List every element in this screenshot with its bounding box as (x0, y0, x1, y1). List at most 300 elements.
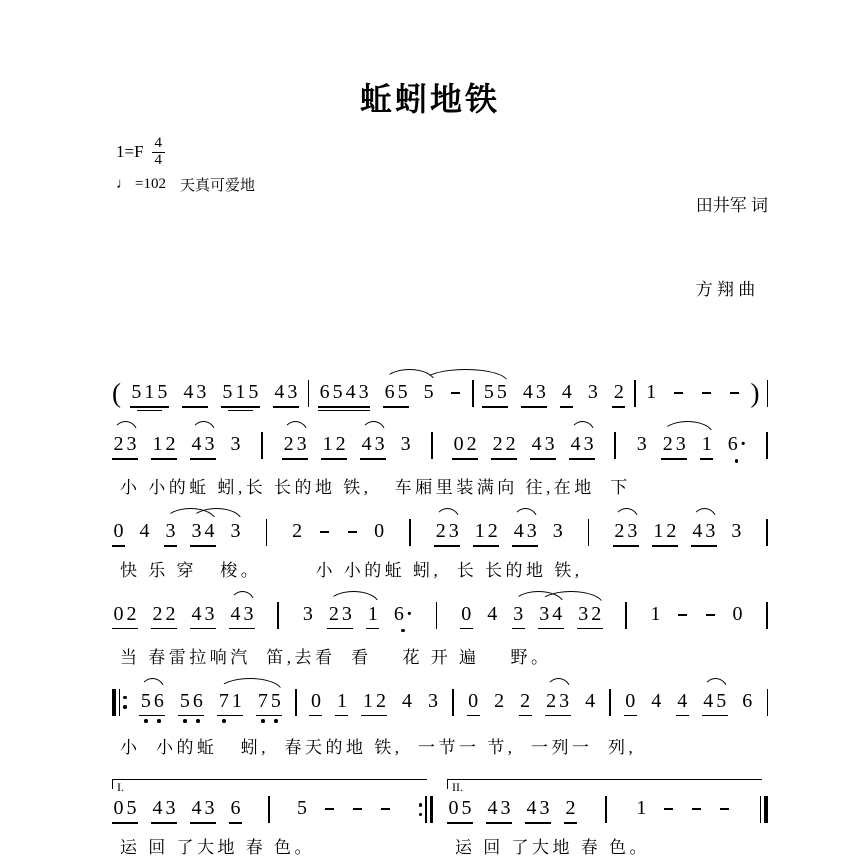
note-group (731, 602, 744, 626)
note-group (190, 519, 216, 547)
note-digit: 4 (183, 381, 194, 404)
note-digits (321, 432, 347, 456)
note-digit: 4 (561, 381, 572, 404)
note-group (530, 432, 556, 460)
note-digits (221, 380, 260, 404)
barline (605, 796, 607, 823)
barline (268, 796, 270, 823)
note-digits (229, 432, 242, 456)
decor (419, 803, 423, 807)
note-group (422, 380, 435, 404)
volta-bracket (447, 779, 762, 789)
note-digit: 1 (144, 381, 155, 404)
note-group (675, 602, 690, 626)
note-group (521, 380, 547, 408)
note-digit: 5 (179, 689, 190, 712)
beam-underline (612, 406, 625, 408)
measure (460, 602, 603, 630)
note-group (361, 689, 387, 717)
barline (266, 519, 268, 546)
beam-underline (676, 715, 689, 717)
beam-underline (229, 822, 242, 824)
note-digit: 2 (165, 433, 176, 456)
beam-underline-partial (228, 410, 254, 412)
note-digit: 1 (653, 520, 664, 543)
octave-dot-slot (230, 716, 243, 724)
note-digits (525, 796, 551, 820)
barline (409, 519, 411, 546)
measure (130, 380, 299, 411)
note-digit: 3 (427, 689, 438, 712)
beam-underline (335, 715, 348, 717)
note-group (321, 432, 347, 460)
note-digit: 5 (131, 381, 142, 404)
beam-underline (190, 458, 216, 460)
note-group (322, 796, 337, 820)
note-digits (345, 519, 360, 543)
note-digits (486, 796, 512, 820)
meta-row (116, 136, 768, 360)
note-digits (138, 519, 151, 543)
note-digit: 4 (204, 520, 215, 543)
repeat-dots (419, 796, 423, 823)
note-digits (447, 796, 473, 820)
octave-dot-slot (730, 456, 743, 464)
note-digit: 2 (283, 433, 294, 456)
note-digit: 4 (703, 689, 714, 712)
beam-underline (229, 628, 255, 630)
beam-underline-partial (137, 410, 163, 412)
note-digit: 2 (565, 797, 576, 820)
barline (766, 519, 768, 546)
note-digit: 4 (526, 797, 537, 820)
note-group (512, 602, 525, 630)
beam-underline (273, 406, 299, 408)
note-digit: 0 (625, 689, 636, 712)
note-digits (112, 519, 125, 543)
note-digit: 4 (570, 433, 581, 456)
note-group (229, 796, 242, 824)
symbol-paren-close-bar (751, 380, 769, 407)
note-group (577, 602, 603, 630)
note-digits (452, 432, 478, 456)
note-digits (229, 796, 242, 820)
note-group (560, 380, 573, 408)
note-group (256, 689, 282, 725)
quarter-note-icon: ♩ (116, 175, 131, 192)
note-group (624, 689, 637, 717)
note-digit: 5 (222, 381, 233, 404)
note-group (164, 519, 177, 547)
note-group (400, 689, 413, 713)
note-digit: 3 (705, 520, 716, 543)
note-digit: 4 (139, 520, 150, 543)
note-group (190, 796, 216, 824)
note-digit: 6 (384, 381, 395, 404)
octave-dot-slot (152, 716, 165, 724)
note-group (229, 432, 242, 456)
note-group (652, 519, 678, 547)
note-digit: 7 (257, 689, 268, 712)
note-digit: 3 (627, 520, 638, 543)
note-digit: 1 (650, 602, 661, 625)
note-group (178, 689, 204, 725)
dash-note (717, 796, 732, 820)
note-digit: 3 (243, 602, 254, 625)
note-digits (373, 519, 386, 543)
note-group (613, 519, 639, 547)
note-group (564, 796, 577, 824)
note-digits (366, 602, 379, 626)
beam-underline (383, 406, 409, 408)
note-digits (727, 380, 742, 404)
barline (452, 689, 454, 716)
note-group (327, 602, 353, 630)
beam-underline (190, 545, 216, 547)
note-digit: 4 (651, 689, 662, 712)
music-line (112, 689, 768, 759)
measure (112, 432, 242, 460)
note-digit: 6 (742, 689, 753, 712)
note-digit: 3 (500, 797, 511, 820)
note-group (730, 519, 743, 543)
note-digit: 2 (165, 602, 176, 625)
time-signature-top: 4 (152, 136, 166, 153)
note-digits (434, 519, 460, 543)
note-group (727, 380, 742, 404)
credits-block (696, 136, 768, 360)
note-group (519, 689, 532, 717)
beam-underline (560, 406, 573, 408)
note-digit: 0 (461, 602, 472, 625)
note-digits (309, 689, 322, 713)
beam-underline (221, 406, 260, 408)
octave-dot-slot (178, 716, 191, 724)
beam-underline (434, 545, 460, 547)
note-digit: 2 (614, 520, 625, 543)
note-digit: 0 (113, 602, 124, 625)
beam-underline (309, 715, 322, 717)
note-digit: 0 (113, 520, 124, 543)
note-group (229, 602, 255, 630)
note-group (139, 689, 165, 725)
note-digit: 3 (513, 602, 524, 625)
note-digit: 2 (435, 520, 446, 543)
beam-underline (151, 822, 177, 824)
measure (452, 432, 595, 460)
low-octave-dot (274, 719, 278, 723)
barline (472, 380, 474, 407)
note-digit: 5 (332, 381, 343, 404)
note-group (273, 380, 299, 408)
note-group (182, 380, 208, 408)
symbol-repeat-begin (112, 689, 127, 716)
lyrics-line: 小 小的蚯 蚓,长 长的地 铁, 车厢里装满向 往,在地 下 (120, 478, 631, 498)
volta-ending (112, 779, 433, 858)
note-digits (702, 689, 728, 713)
decor (123, 705, 127, 709)
dot-after: · (739, 433, 747, 456)
note-digit: 0 (113, 797, 124, 820)
beam-underline (521, 406, 547, 408)
note-group (635, 432, 648, 456)
music-line (112, 519, 768, 581)
note-group (703, 602, 718, 626)
beam-underline (473, 545, 499, 547)
repeat-dots (123, 689, 127, 716)
note-digits (151, 602, 177, 626)
beam-underline (491, 458, 517, 460)
note-group (486, 602, 499, 626)
note-group (689, 796, 704, 820)
beam-underline (318, 406, 370, 408)
note-digits (322, 796, 337, 820)
note-group (317, 519, 332, 543)
note-digit: 2 (487, 520, 498, 543)
octave-dot-row (178, 716, 204, 724)
note-digit: 2 (466, 433, 477, 456)
note-digits (467, 689, 480, 713)
note-digit: 3 (204, 433, 215, 456)
note-digits (613, 519, 639, 543)
low-octave-dot (401, 629, 405, 633)
beam-underline (182, 406, 208, 408)
note-digit: 3 (165, 520, 176, 543)
beam-underline (538, 628, 564, 630)
note-digit: 2 (662, 433, 673, 456)
note-digits (689, 796, 704, 820)
note-digits (584, 689, 597, 713)
dash-note (661, 796, 676, 820)
repeat-end-sign (419, 796, 434, 823)
note-group (130, 380, 169, 411)
volta-ending (447, 779, 768, 858)
note-group (360, 432, 386, 460)
note-digits (519, 689, 532, 713)
note-digit: 3 (559, 689, 570, 712)
note-digits (400, 689, 413, 713)
note-digit: 2 (492, 433, 503, 456)
note-digits (151, 432, 177, 456)
note-digits (700, 432, 713, 456)
note-digit: 3 (731, 520, 742, 543)
note-digit: 5 (716, 689, 727, 712)
beam-underline (519, 715, 532, 717)
note-group (691, 519, 717, 547)
note-digits (460, 602, 473, 626)
note-digit: 2 (666, 520, 677, 543)
music-line (112, 380, 768, 411)
note-group (671, 380, 686, 404)
note-digits (512, 519, 538, 543)
note-digits (493, 689, 506, 713)
note-digit: 4 (401, 689, 412, 712)
note-group (392, 602, 413, 634)
note-group (448, 380, 463, 404)
symbol-bar (268, 796, 270, 823)
note-digit: 2 (375, 689, 386, 712)
note-group (217, 689, 243, 725)
note-group (426, 689, 439, 713)
key-row (116, 136, 255, 169)
note-digits (151, 796, 177, 820)
note-group (151, 602, 177, 630)
symbol-bar (614, 432, 616, 459)
note-group (584, 689, 597, 713)
note-digits (635, 432, 648, 456)
note-group (112, 519, 125, 547)
note-digit: 6 (727, 433, 738, 456)
beam-underline (366, 628, 379, 630)
beam-underline (564, 822, 577, 824)
note-digit: 1 (362, 689, 373, 712)
beam-underline (525, 822, 551, 824)
beam-underline (112, 458, 138, 460)
symbol-bar (766, 519, 768, 546)
note-group (282, 432, 308, 460)
note-digit: 2 (113, 433, 124, 456)
measure (282, 432, 412, 460)
note-digit: 5 (248, 381, 259, 404)
note-group (399, 432, 412, 456)
note-digit: 4 (274, 381, 285, 404)
barline (308, 380, 310, 407)
note-digit: 3 (296, 433, 307, 456)
note-group (138, 519, 151, 543)
barline (588, 519, 590, 546)
note-group (650, 689, 663, 713)
barline (767, 380, 769, 407)
note-digit: 3 (552, 520, 563, 543)
symbol-bar (308, 380, 310, 407)
note-digit: 2 (152, 602, 163, 625)
note-digits (301, 602, 314, 626)
note-digit: 2 (292, 520, 303, 543)
volta-label: II. (452, 780, 463, 795)
note-digit: 2 (546, 689, 557, 712)
dash-note (350, 796, 365, 820)
decor (112, 689, 116, 716)
measure (613, 519, 743, 547)
note-group (551, 519, 564, 543)
note-group (661, 432, 687, 460)
note-digits (335, 689, 348, 713)
measure (309, 689, 439, 717)
note-group (112, 796, 138, 824)
symbol-bar (472, 380, 474, 407)
octave-dot-row (139, 716, 165, 724)
note-digits (726, 432, 747, 456)
note-digit: 1 (152, 433, 163, 456)
note-digit: 3 (636, 433, 647, 456)
time-signature-bottom: 4 (154, 151, 163, 168)
note-digits (318, 380, 370, 404)
lyricist-credit: 田井军 词 (695, 196, 768, 216)
note-digits (448, 380, 463, 404)
low-octave-dot (144, 719, 148, 723)
note-digits (521, 380, 547, 404)
note-digits (612, 380, 625, 404)
note-digit: 7 (218, 689, 229, 712)
decor (760, 796, 762, 823)
low-octave-dot (735, 459, 739, 463)
note-digit: 1 (322, 433, 333, 456)
beam-underline (467, 715, 480, 717)
note-digit: 0 (448, 797, 459, 820)
low-octave-dot (261, 719, 265, 723)
note-digit: 4 (191, 797, 202, 820)
measure (482, 380, 625, 408)
note-group (545, 689, 571, 717)
measure (447, 796, 577, 824)
dash-note (345, 519, 360, 543)
measure (645, 380, 742, 404)
note-digits (731, 602, 744, 626)
decor (119, 689, 121, 716)
beam-underline (130, 406, 169, 408)
octave-dot-slot (191, 716, 204, 724)
low-octave-dot (196, 719, 200, 723)
beam-underline (361, 715, 387, 717)
note-group (538, 602, 564, 630)
note-digits (291, 519, 304, 543)
note-digit: 3 (544, 433, 555, 456)
barline (766, 602, 768, 629)
note-digits (730, 519, 743, 543)
measure (434, 519, 564, 547)
beam-underline (321, 458, 347, 460)
beam-underline (512, 545, 538, 547)
barline (436, 602, 438, 629)
note-digit: 5 (126, 797, 137, 820)
note-digit: 3 (287, 381, 298, 404)
note-digit: 2 (591, 602, 602, 625)
dash-note (671, 380, 686, 404)
symbol-bar (452, 689, 454, 716)
beam-underline (190, 628, 216, 630)
note-digits (130, 380, 169, 404)
note-digits (564, 796, 577, 820)
lyrics-line: 运 回 了大地 春 色。 (455, 837, 650, 857)
note-digit: 6 (393, 602, 404, 625)
barline (295, 689, 297, 716)
note-digit: 6 (192, 689, 203, 712)
music-line (112, 432, 768, 498)
note-digit: 2 (328, 602, 339, 625)
decor (764, 796, 768, 823)
note-digit: 5 (157, 381, 168, 404)
beam-underline (691, 545, 717, 547)
measure (635, 432, 747, 464)
barline (261, 432, 263, 459)
dash-note (727, 380, 742, 404)
note-digits (327, 602, 353, 626)
expression-text: 天真可爱地 (179, 177, 255, 194)
note-group (452, 432, 478, 460)
symbol-bar (767, 689, 769, 716)
note-digits (190, 796, 216, 820)
measure (635, 796, 732, 820)
note-group (345, 519, 360, 543)
note-digit: 3 (165, 797, 176, 820)
note-digit: 5 (140, 689, 151, 712)
barline (614, 432, 616, 459)
measure (112, 602, 255, 630)
note-digits (671, 380, 686, 404)
note-group (493, 689, 506, 713)
symbol-bar (266, 519, 268, 546)
beam-underline (661, 458, 687, 460)
